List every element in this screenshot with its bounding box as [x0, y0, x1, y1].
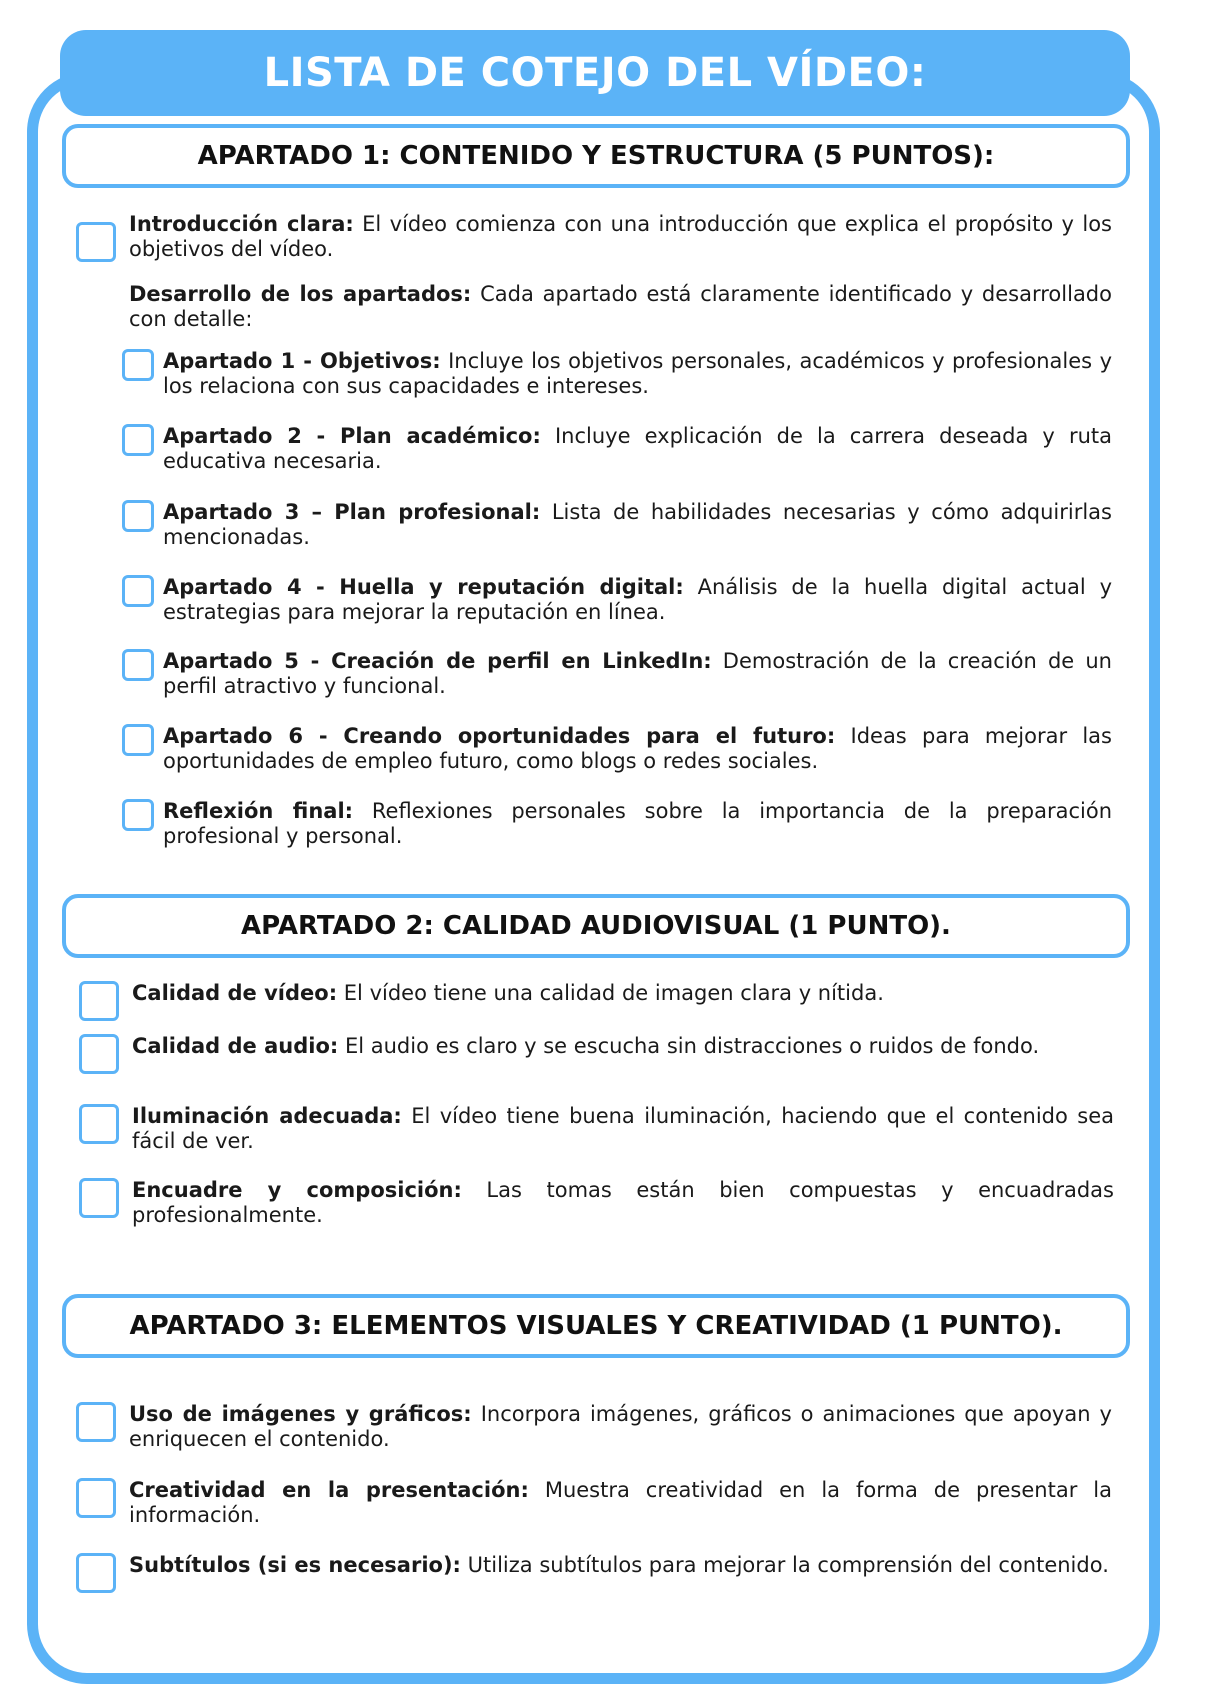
item-label: Apartado 3 – Plan profesional:	[163, 500, 541, 524]
item-description: Incorpora imágenes, gráficos o animaciones que apoyan y enriquecen el contenido.	[129, 1402, 1112, 1451]
checklist-item-apartado-1	[122, 349, 1112, 399]
item-description: Utiliza subtítulos para mejorar la comprensión del contenido.	[460, 1553, 1109, 1577]
checklist-item-apartado-3	[122, 500, 1112, 550]
item-label: Calidad de audio:	[132, 1034, 339, 1058]
checklist-item-calidad-audio	[79, 1034, 1114, 1074]
item-label: Iluminación adecuada:	[132, 1104, 402, 1128]
item-description: Lista de habilidades necesarias y cómo adquirirlas mencionadas.	[163, 500, 1112, 549]
checklist-item-encuadre	[79, 1178, 1114, 1228]
checklist-item-apartado-2	[122, 424, 1112, 474]
item-description: Las tomas están bien compuestas y encuadradas profesionalmente.	[132, 1178, 1114, 1227]
item-text	[129, 1553, 1109, 1578]
title-banner	[60, 30, 1130, 116]
item-text	[163, 724, 1112, 774]
item-text	[163, 575, 1112, 625]
item-text	[163, 500, 1112, 550]
item-text	[163, 649, 1112, 699]
item-description: El vídeo tiene una calidad de imagen clara y nítida.	[337, 981, 884, 1005]
checklist-item-reflexion	[122, 799, 1112, 849]
item-description: Reflexiones personales sobre la importancia de la preparación profesional y personal.	[163, 799, 1113, 848]
item-description: Ideas para mejorar las oportunidades de empleo futuro, como blogs o redes sociales.	[163, 724, 1112, 773]
checkbox[interactable]	[79, 1178, 119, 1218]
checkbox[interactable]	[76, 222, 116, 262]
item-text	[132, 1104, 1114, 1154]
checkbox[interactable]	[122, 575, 154, 607]
item-text	[129, 282, 1112, 332]
item-text	[132, 981, 884, 1006]
item-text	[163, 349, 1112, 399]
item-label: Introducción clara:	[129, 212, 354, 236]
item-text	[129, 212, 1112, 262]
item-description: Demostración de la creación de un perfil atractivo y funcional.	[163, 649, 1112, 698]
item-text	[163, 799, 1112, 849]
item-description: El vídeo comienza con una introducción que explica el propósito y los objetivos del vídeo.	[129, 212, 1112, 261]
item-label: Reflexión final:	[163, 799, 354, 823]
item-label: Apartado 2 - Plan académico:	[163, 424, 541, 448]
checklist-item-apartado-5	[122, 649, 1112, 699]
item-label: Apartado 6 - Creando oportunidades para el futuro:	[163, 724, 836, 748]
section-header-1: APARTADO 1: CONTENIDO Y ESTRUCTURA (5 PUNTOS):	[62, 124, 1130, 188]
item-text	[163, 424, 1112, 474]
checklist-item-apartado-4	[122, 575, 1112, 625]
item-label: Subtítulos (si es necesario):	[129, 1553, 461, 1577]
development-heading	[129, 282, 1112, 332]
item-label: Apartado 5 - Creación de perfil en LinkedIn:	[163, 649, 712, 673]
checkbox[interactable]	[122, 349, 154, 381]
checkbox[interactable]	[122, 649, 154, 681]
item-label: Apartado 4 - Huella y reputación digital:	[163, 575, 684, 599]
item-label: Uso de imágenes y gráficos:	[129, 1402, 472, 1426]
page-title: LISTA DE COTEJO DEL VÍDEO:	[263, 50, 927, 96]
checklist-item-intro	[76, 212, 1112, 262]
item-description: Incluye explicación de la carrera deseada y ruta educativa necesaria.	[163, 424, 1112, 473]
checkbox[interactable]	[79, 1034, 119, 1074]
item-label: Desarrollo de los apartados:	[129, 282, 472, 306]
item-description: Cada apartado está claramente identificado y desarrollado con detalle:	[129, 282, 1112, 331]
item-label: Creatividad en la presentación:	[129, 1478, 529, 1502]
checklist-item-iluminacion	[79, 1104, 1114, 1154]
item-text	[132, 1034, 1039, 1059]
checklist-item-calidad-video	[79, 981, 1114, 1021]
checkbox[interactable]	[79, 1104, 119, 1144]
checkbox[interactable]	[76, 1553, 116, 1593]
checkbox[interactable]	[79, 981, 119, 1021]
checkbox[interactable]	[122, 799, 154, 831]
item-text	[132, 1178, 1114, 1228]
item-description: Análisis de la huella digital actual y estrategias para mejorar la reputación en línea.	[163, 575, 1113, 624]
checklist-item-creatividad	[76, 1478, 1112, 1528]
item-description: Muestra creatividad en la forma de presentar la información.	[129, 1478, 1112, 1527]
item-label: Apartado 1 - Objetivos:	[163, 349, 441, 373]
checklist-item-apartado-6	[122, 724, 1112, 774]
item-description: El vídeo tiene buena iluminación, haciendo que el contenido sea fácil de ver.	[132, 1104, 1114, 1153]
checkbox[interactable]	[122, 724, 154, 756]
checkbox[interactable]	[122, 424, 154, 456]
checklist-item-subtitulos	[76, 1553, 1112, 1593]
section-header-3: APARTADO 3: ELEMENTOS VISUALES Y CREATIVIDAD (1 PUNTO).	[62, 1294, 1130, 1358]
item-label: Encuadre y composición:	[132, 1178, 462, 1202]
item-description: El audio es claro y se escucha sin distracciones o ruidos de fondo.	[338, 1034, 1040, 1058]
checkbox[interactable]	[76, 1478, 116, 1518]
item-label: Calidad de vídeo:	[132, 981, 338, 1005]
item-text	[129, 1478, 1112, 1528]
checkbox[interactable]	[122, 500, 154, 532]
section-header-2: APARTADO 2: CALIDAD AUDIOVISUAL (1 PUNTO).	[62, 894, 1130, 958]
item-description: Incluye los objetivos personales, académicos y profesionales y los relaciona con sus capacidades e intereses.	[163, 349, 1112, 398]
checklist-item-imagenes	[76, 1402, 1112, 1452]
item-text	[129, 1402, 1112, 1452]
checkbox[interactable]	[76, 1402, 116, 1442]
